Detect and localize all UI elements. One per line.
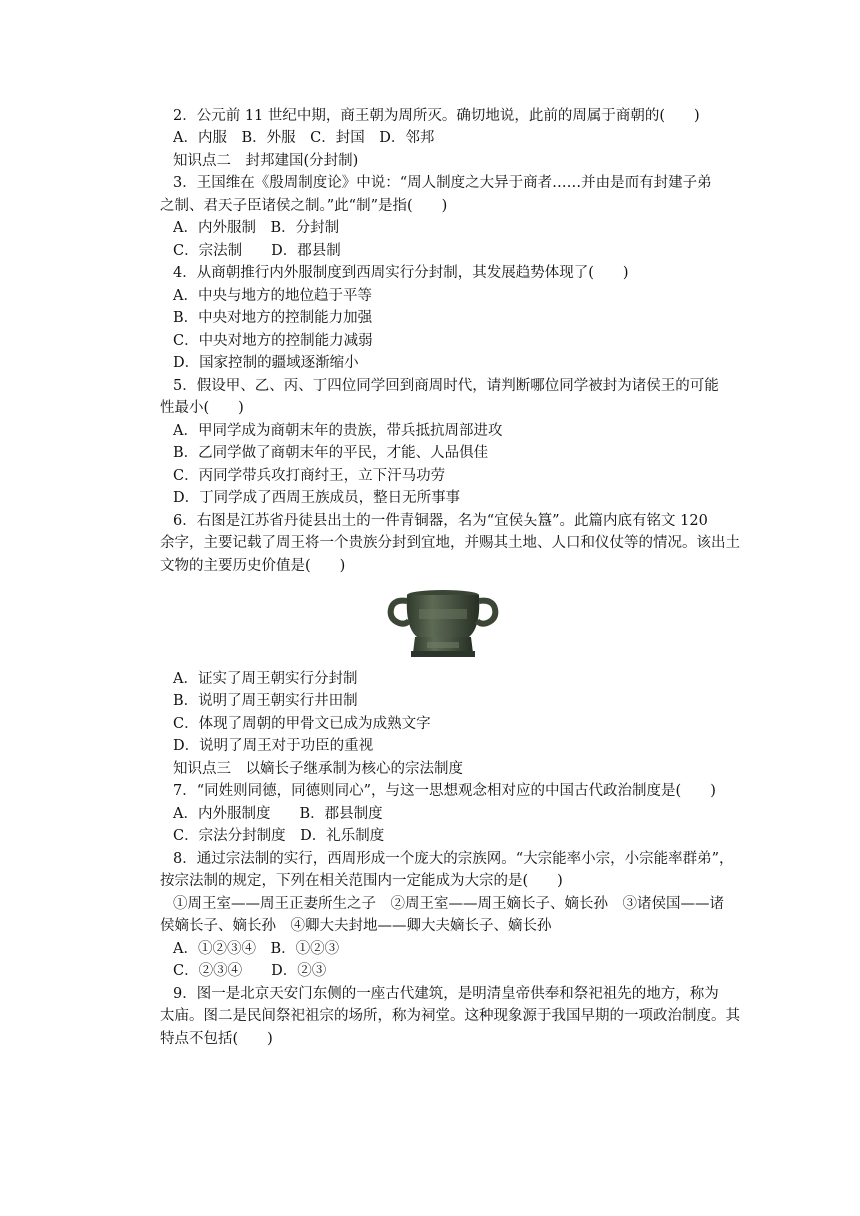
question-6-stem-end: 文物的主要历史价值是( ): [160, 558, 346, 574]
question-8-stem: 8．通过宗法制的实行，西周形成一个庞大的宗族网。“大宗能率小宗，小宗能率群弟”，: [173, 851, 734, 867]
question-9-stem: 9．图一是北京天安门东侧的一座古代建筑，是明清皇帝供奉和祭祀祖先的地方，称为: [173, 986, 719, 1002]
question-9-stem-cont: 太庙。图二是民间祭祀祖宗的场所，称为祠堂。这种现象源于我国早期的一项政治制度。其: [160, 1008, 740, 1024]
question-3-stem-cont: 之制、君天子臣诸侯之制。”此“制”是指( ): [160, 198, 448, 214]
question-8-items: ①周王室——周王正妻所生之子 ②周王室——周王嫡长子、嫡长孙 ③诸侯国——诸: [173, 896, 724, 912]
question-4-option-d: D．国家控制的疆域逐渐缩小: [173, 355, 359, 371]
question-5-option-a: A．甲同学成为商朝末年的贵族，带兵抵抗周部进攻: [173, 423, 503, 439]
question-4-stem: 4．从商朝推行内外服制度到西周实行分封制，其发展趋势体现了( ): [173, 265, 629, 281]
question-5-stem: 5．假设甲、乙、丙、丁四位同学回到商周时代，请判断哪位同学被封为诸侯王的可能: [173, 378, 719, 394]
section-heading-3: 知识点三 以嫡长子继承制为核心的宗法制度: [173, 761, 463, 777]
question-2-options: A．内服 B．外服 C．封国 D．邻邦: [173, 130, 435, 146]
question-6-option-b: B．说明了周王朝实行井田制: [173, 693, 358, 709]
section-heading-2: 知识点二 封邦建国(分封制): [173, 153, 359, 169]
question-8-options-ab: A．①②③④ B．①②③: [173, 941, 340, 957]
question-6-option-a: A．证实了周王朝实行分封制: [173, 671, 358, 687]
bronze-gui-vessel-image: [383, 587, 503, 659]
question-5-option-b: B．乙同学做了商朝末年的平民，才能、人品俱佳: [173, 445, 489, 461]
question-7-options-cd: C．宗法分封制度 D．礼乐制度: [173, 828, 385, 844]
question-3-options-cd: C．宗法制 D．郡县制: [173, 243, 341, 259]
question-8-stem-cont: 按宗法制的规定，下列在相关范围内一定能成为大宗的是( ): [160, 873, 563, 889]
question-7-stem: 7．“同姓则同德，同德则同心”，与这一思想观念相对应的中国古代政治制度是( ): [173, 783, 716, 799]
question-6-option-d: D．说明了周王对于功臣的重视: [173, 738, 374, 754]
question-2-stem: 2．公元前 11 世纪中期，商王朝为周所灭。确切地说，此前的周属于商朝的( ): [173, 108, 700, 124]
question-3-stem: 3．王国维在《殷周制度论》中说：“周人制度之大异于商者……并由是而有封建子弟: [173, 175, 712, 191]
question-6-option-c: C．体现了周朝的甲骨文已成为成熟文字: [173, 716, 431, 732]
question-5-stem-cont: 性最小( ): [160, 400, 244, 416]
question-3-options-ab: A．内外服制 B．分封制: [173, 220, 340, 236]
question-9-stem-end: 特点不包括( ): [160, 1031, 273, 1047]
question-6-stem-cont: 余字，主要记载了周王将一个贵族分封到宜地，并赐其土地、人口和仪仗等的情况。该出土: [160, 535, 740, 551]
question-5-option-d: D．丁同学成了西周王族成员，整日无所事事: [173, 490, 461, 506]
question-4-option-b: B．中央对地方的控制能力加强: [173, 310, 373, 326]
question-8-options-cd: C．②③④ D．②③: [173, 963, 327, 979]
question-8-items-cont: 侯嫡长子、嫡长孙 ④卿大夫封地——卿大夫嫡长子、嫡长孙: [160, 918, 552, 934]
question-4-option-c: C．中央对地方的控制能力减弱: [173, 333, 373, 349]
question-6-stem: 6．右图是江苏省丹徒县出土的一件青铜器，名为“宜侯夨簋”。此篇内底有铭文 120: [173, 513, 708, 529]
question-7-options-ab: A．内外服制度 B．郡县制度: [173, 806, 383, 822]
question-5-option-c: C．丙同学带兵攻打商纣王，立下汗马功劳: [173, 468, 446, 484]
question-4-option-a: A．中央与地方的地位趋于平等: [173, 288, 372, 304]
